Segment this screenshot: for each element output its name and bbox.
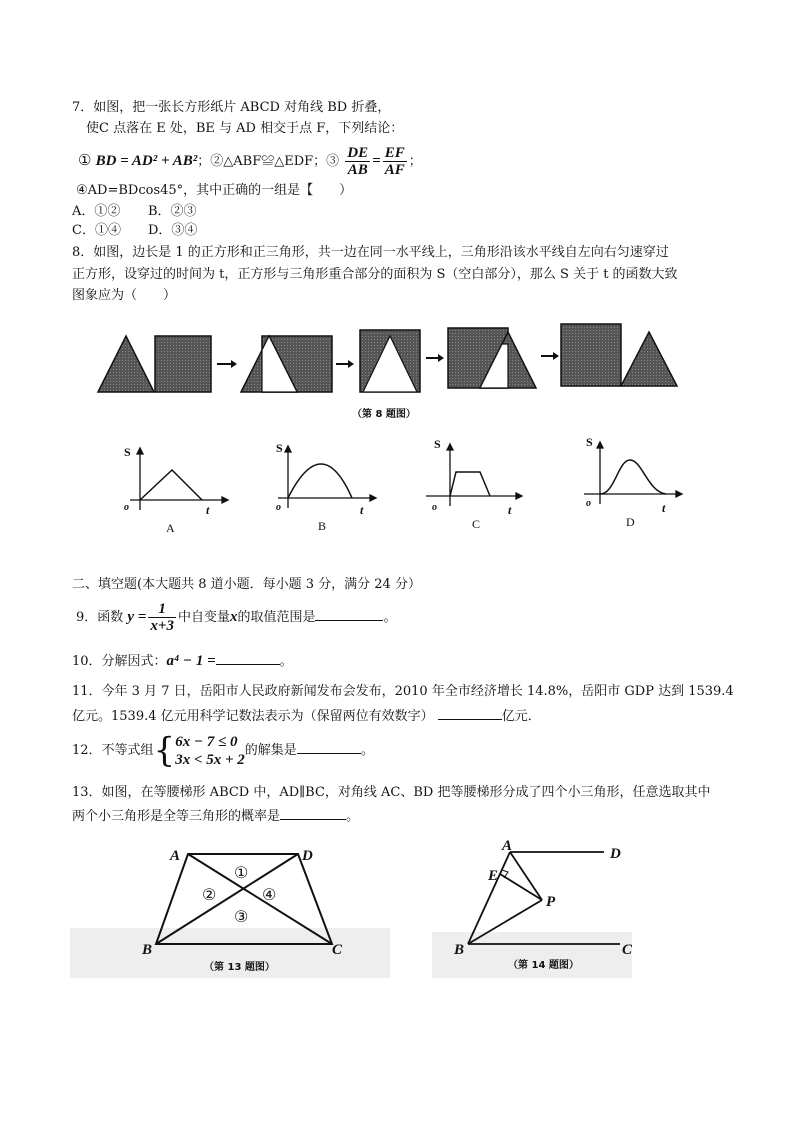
q8-frame-4 — [448, 328, 536, 388]
q13-figure — [70, 838, 390, 988]
q8-graph-a-origin: o — [124, 502, 129, 513]
q8-graph-c-xlabel: t — [508, 503, 512, 517]
q13-line2 — [72, 805, 359, 826]
q11-line2 — [72, 705, 541, 726]
q13-region-4: ④ — [262, 887, 277, 904]
q7-c3-end: ； — [408, 154, 422, 169]
q9-prefix: 9．函数 — [76, 610, 124, 625]
q8-graph-a — [130, 448, 228, 510]
q7-option-b: B．②③ — [148, 204, 197, 219]
arrow-icon — [336, 360, 354, 368]
q13-label-b: B — [142, 942, 153, 958]
q10-end: 。 — [279, 654, 293, 669]
q11-line2b: 亿元． — [501, 709, 541, 724]
q14-label-d: D — [610, 846, 621, 862]
q8-line3: 图象应为（ ） — [72, 288, 177, 303]
q13-label-c: C — [332, 942, 343, 958]
q8-graph-a-xlabel: t — [206, 503, 210, 517]
q9-x: x — [229, 609, 238, 625]
q8-graph-d-xlabel: t — [662, 501, 666, 515]
q9 — [76, 598, 397, 637]
q9-end: 。 — [383, 610, 397, 625]
q10-answer-blank[interactable] — [216, 650, 280, 665]
section2-title: 二、填空题(本大题共 8 道小题．每小题 3 分，满分 24 分） — [72, 577, 421, 592]
q7-c3-frac1: $\frac{DE}{AB}$ — [347, 145, 369, 178]
q8-graph-a-ylabel: S — [124, 445, 131, 459]
q7-option-d: D．③④ — [148, 223, 198, 238]
q12-prefix: 12．不等式组 — [72, 743, 154, 758]
q9-fraction: $\frac{1}{x+3}$ — [150, 601, 174, 634]
q10 — [72, 650, 293, 671]
q7-line1: 7．如图，把一张长方形纸片 ABCD 对角线 BD 折叠， — [72, 100, 391, 115]
q7-c2: ；②△ABF≌△EDF；③ — [197, 154, 340, 169]
q12-suffix: 的解集是 — [244, 743, 297, 758]
q8-graph-c — [426, 444, 522, 506]
q14-label-a: A — [502, 838, 513, 854]
q13-region-1: ① — [234, 865, 249, 882]
q8-line2: 正方形，设穿过的时间为 t，正方形与三角形重合部分的面积为 S（空白部分），那么 S 关于 t 的函数大致 — [72, 267, 678, 282]
q7-option-a: A．①② — [72, 204, 121, 219]
q8-caption: （第 8 题图） — [352, 409, 416, 420]
q8-frame-2 — [241, 336, 332, 392]
q13-line2b: 。 — [346, 809, 360, 824]
q7-option-c: C．①④ — [72, 223, 121, 238]
q7-c1-mark: ① — [78, 151, 92, 169]
q11-line1: 11．今年 3 月 7 日，岳阳市人民政府新闻发布会发布，2010 年全市经济增长 14.8%，岳阳市 GDP 达到 1539.4 — [72, 684, 734, 699]
q8-graph-b-ylabel: S — [276, 441, 283, 455]
q8-graph-d — [584, 442, 682, 504]
q7-c1-formula: BD = AD² + AB² — [95, 153, 198, 169]
q9-answer-blank[interactable] — [315, 606, 383, 621]
q8-graph-c-ylabel: S — [434, 437, 441, 451]
q14-label-e: E — [488, 868, 499, 884]
q11-line2a: 亿元。1539.4 亿元用科学记数法表示为（保留两位有效数字） — [72, 709, 434, 724]
q10-prefix: 10．分解因式： — [72, 654, 167, 669]
q14-label-p: P — [546, 894, 556, 910]
q13-answer-blank[interactable] — [280, 805, 346, 820]
q8-graph-c-label: C — [472, 517, 481, 531]
q8-graph-b-label: B — [318, 519, 327, 533]
q14-label-c: C — [622, 942, 633, 958]
q13-line2a: 两个小三角形是全等三角形的概率是 — [72, 809, 281, 824]
q14-label-b: B — [454, 942, 465, 958]
q11-answer-blank[interactable] — [438, 705, 502, 720]
q14-caption: （第 14 题图） — [508, 960, 579, 971]
q12 — [72, 730, 374, 772]
q10-expr: a⁴ − 1 = — [166, 653, 216, 669]
q13-label-a: A — [170, 848, 181, 864]
q13-caption: （第 13 题图） — [204, 962, 275, 973]
q13-line1: 13．如图，在等腰梯形 ABCD 中，AD∥BC，对角线 AC、BD 把等腰梯形分成了四个小三角形，任意选取其中 — [72, 785, 711, 800]
q8-graph-b-origin: o — [276, 502, 281, 513]
q8-caption-wrap — [352, 405, 416, 424]
q8-graph-b-xlabel: t — [360, 503, 364, 517]
q13-region-3: ③ — [234, 909, 249, 926]
q12-end: 。 — [360, 743, 374, 758]
q13-label-d: D — [302, 848, 313, 864]
q12-eq2: 3x < 5x + 2 — [175, 751, 245, 768]
q8-graph-d-label: D — [626, 515, 635, 529]
q8-frame-1 — [98, 336, 211, 392]
q8-shape-sequence — [95, 318, 685, 418]
arrow-icon — [541, 352, 559, 360]
q8-answer-graphs — [110, 430, 700, 540]
q12-answer-blank[interactable] — [297, 739, 361, 754]
q7-conclusions — [78, 143, 422, 179]
arrow-icon — [217, 360, 237, 368]
q7-line4: ④AD=BDcos45°，其中正确的一组是【 ） — [76, 183, 353, 198]
q7-line2: 使C 点落在 E 处，BE 与 AD 相交于点 F，下列结论： — [86, 121, 404, 136]
q12-system — [175, 733, 245, 769]
q8-graph-b — [278, 446, 376, 508]
q8-graph-a-label: A — [166, 521, 175, 535]
q7-c3-eq: = — [372, 153, 381, 169]
q8-graph-d-origin: o — [586, 498, 591, 509]
q8-graph-d-ylabel: S — [586, 435, 593, 449]
q8-graph-c-origin: o — [432, 502, 437, 513]
q9-suffix: 的取值范围是 — [237, 610, 316, 625]
brace-icon: { — [153, 730, 176, 771]
q12-eq1: 6x − 7 ≤ 0 — [175, 733, 238, 750]
q14-figure — [432, 836, 662, 986]
q9-y: y = — [127, 609, 147, 625]
q8-frame-3 — [360, 330, 420, 392]
arrow-icon — [426, 354, 444, 362]
q13-region-2: ② — [202, 887, 217, 904]
q7-c3-frac2: $\frac{EF}{AF}$ — [384, 145, 405, 178]
q8-frame-5 — [561, 324, 677, 386]
q9-mid: 中自变量 — [177, 610, 230, 625]
q8-line1: 8．如图，边长是 1 的正方形和正三角形，共一边在同一水平线上，三角形沿该水平线自左向右匀速穿过 — [72, 245, 669, 260]
